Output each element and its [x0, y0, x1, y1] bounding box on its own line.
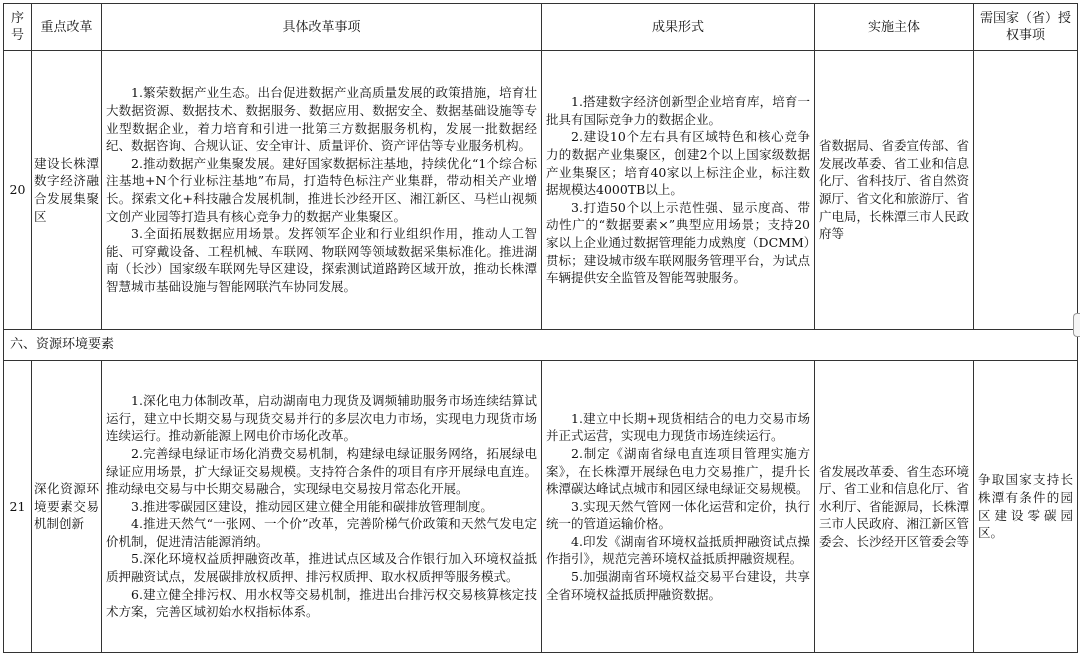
header-reform: 重点改革	[32, 4, 102, 51]
row21-item-4: 4.推进天然气“一张网、一个价”改革，完善阶梯气价政策和天然气发电定价机制，促进清洁能源消纳。	[106, 516, 537, 549]
row20-auth	[974, 51, 1078, 330]
table-row-21	[4, 361, 1078, 653]
row20-entity: 省数据局、省委宣传部、省发展改革委、省工业和信息化厅、省科技厅、省自然资源厅、省文化和旅游厅、省广电局，长株潭三市人民政府等	[815, 51, 974, 330]
table-row-20	[4, 51, 1078, 330]
row21-item-1: 1.深化电力体制改革，启动湖南电力现货及调频辅助服务市场连续结算试运行，建立中长期交易与现货交易并行的多层次电力市场，实现电力现货市场连续运行。推动新能源上网电价市场化改革。	[106, 393, 537, 444]
header-row	[4, 4, 1078, 51]
row20-item-1: 1.繁荣数据产业生态。出台促进数据产业高质量发展的政策措施，培育壮大数据资源、数据技术、数据服务、数据应用、数据安全、数据基础设施等专业型数据企业，着力培育和引进一批第三方数据服务机构，发展一批数据经纪、数据咨询、合规认证、安全审计、质量评价、资产评估等专业服务机构。	[106, 85, 537, 154]
row21-item-2: 2.完善绿电绿证市场化消费交易机制，构建绿电绿证服务网络，拓展绿电绿证应用场景，扩大绿证交易规模。支持符合条件的项目有序开展绿电直连。推动绿电交易与中长期交易融合，实现绿电交易按月常态化开展。	[106, 445, 537, 497]
row20-outcome-1: 1.搭建数字经济创新型企业培育库，培育一批具有国际竞争力的数据企业。	[546, 94, 810, 127]
row21-outcome-4: 4.印发《湖南省环境权益抵质押融资试点操作指引》，规范完善环境权益抵质押融资规程。	[546, 533, 810, 567]
row20-outcome-2: 2.建设10个左右具有区域特色和核心竞争力的数据产业集聚区，创建2个以上国家级数据产业集聚区；培育40家以上标注企业，标注数据规模达4000TB以上。	[546, 129, 810, 198]
row21-item-5: 5.深化环境权益质押融资改革，推进试点区域及合作银行加入环境权益抵质押融资试点，发展碳排放权质押、排污权质押、取水权质押等服务模式。	[106, 551, 537, 585]
row21-items	[102, 361, 542, 653]
row20-seq: 20	[4, 51, 32, 330]
header-seq: 序号	[4, 4, 32, 51]
side-scroll-handle[interactable]	[1073, 313, 1080, 337]
section-title: 六、资源环境要素	[4, 330, 1078, 361]
row21-outcome-3: 3.实现天然气管网一体化运营和定价，执行统一的管道运输价格。	[546, 498, 810, 532]
row21-entity: 省发展改革委、省生态环境厅、省工业和信息化厅、省水利厅、省能源局，长株潭三市人民政府、湘江新区管委会、长沙经开区管委会等	[815, 361, 974, 653]
header-entity: 实施主体	[815, 4, 974, 51]
header-items: 具体改革事项	[102, 4, 542, 51]
row21-outcome-5: 5.加强湖南省环境权益交易平台建设，共享全省环境权益抵质押融资数据。	[546, 569, 810, 602]
row21-outcome	[542, 361, 815, 653]
reform-table	[3, 3, 1078, 653]
row21-seq: 21	[4, 361, 32, 653]
row21-outcome-2: 2.制定《湖南省绿电直连项目管理实施方案》，在长株潭开展绿色电力交易推广，提升长株潭碳达峰试点城市和园区绿电绿证交易规模。	[546, 445, 810, 497]
row21-item-3: 3.推进零碳园区建设，推动园区建立健全用能和碳排放管理制度。	[131, 498, 493, 514]
header-outcome: 成果形式	[542, 4, 815, 51]
row20-outcome-3: 3.打造50个以上示范性强、显示度高、带动性广的“数据要素×”典型应用场景；支持20家以上企业通过数据管理能力成熟度（DCMM）贯标；建设城市级车联网服务管理平台，为试点车辆提供安全监管及智能驾驶服务。	[546, 199, 810, 286]
row20-items	[102, 51, 542, 330]
row21-outcome-1: 1.建立中长期+现货相结合的电力交易市场并正式运营，实现电力现货市场连续运行。	[546, 410, 810, 444]
row20-item-2: 2.推动数据产业集聚发展。建好国家数据标注基地，持续优化“1个综合标注基地+N个行业标注基地”布局，打造特色标注产业集群，带动相关产业增长。探索文化+科技融合发展机制，推进长沙经开区、湘江新区、马栏山视频文创产业园等打造具有核心竞争力的数据产业集聚区。	[106, 155, 537, 224]
row20-item-3: 3.全面拓展数据应用场景。发挥领军企业和行业组织作用，推动人工智能、可穿戴设备、工程机械、车联网、物联网等领域数据采集标准化。推进湖南（长沙）国家级车联网先导区建设，探索测试道路跨区域开放，推动长株潭智慧城市基础设施与智能网联汽车协同发展。	[106, 226, 537, 294]
row20-reform: 建设长株潭数字经济融合发展集聚区	[32, 51, 102, 330]
section-row	[4, 330, 1078, 361]
row21-item-6: 6.建立健全排污权、用水权等交易机制，推进出台排污权交易核算核定技术方案，完善区域初始水权指标体系。	[106, 586, 537, 620]
row21-reform: 深化资源环境要素交易机制创新	[32, 361, 102, 653]
row20-outcome	[542, 51, 815, 330]
row21-auth: 争取国家支持长株潭有条件的园区建设零碳园区。	[974, 361, 1078, 653]
header-auth: 需国家（省）授权事项	[974, 4, 1078, 51]
